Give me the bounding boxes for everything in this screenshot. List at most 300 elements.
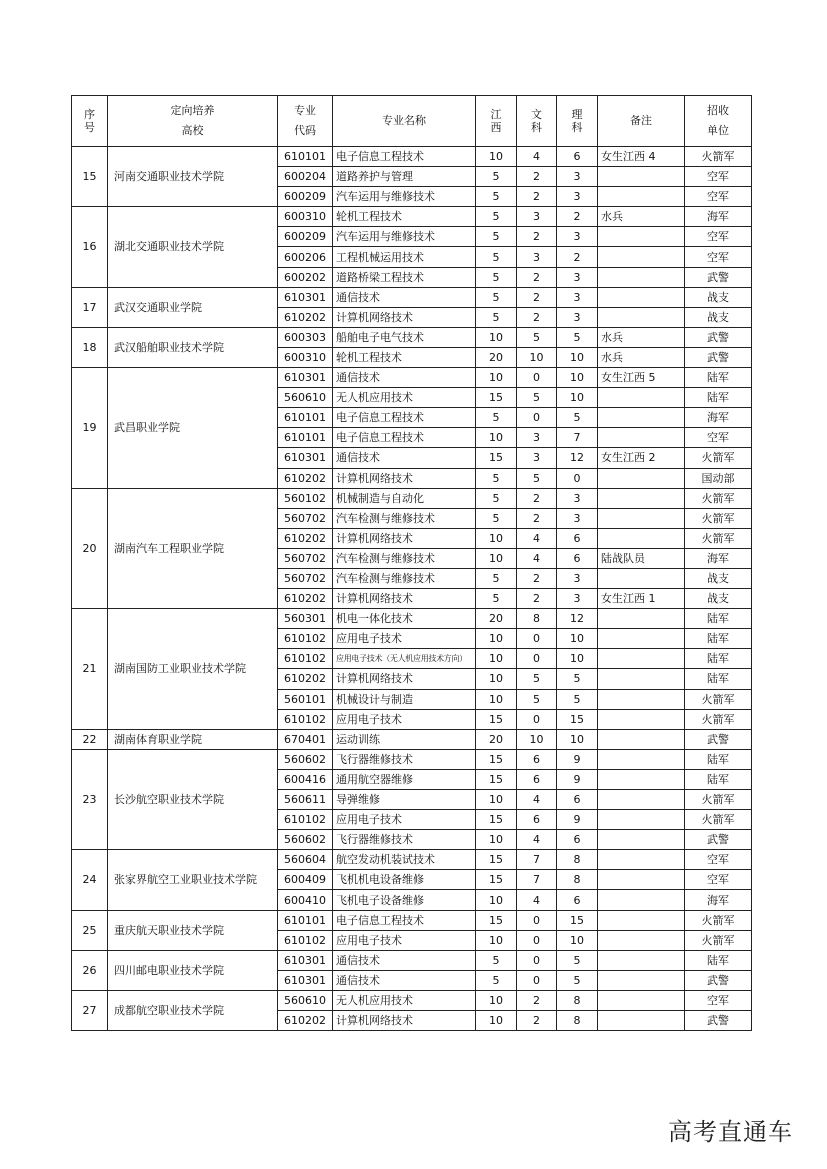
header-code: 专业 代码 <box>278 96 333 147</box>
cell-code: 600310 <box>278 207 333 227</box>
cell-code: 610102 <box>278 649 333 669</box>
cell-wenke: 3 <box>517 247 557 267</box>
cell-like: 6 <box>557 830 598 850</box>
cell-like: 3 <box>557 568 598 588</box>
cell-seq: 27 <box>72 990 108 1030</box>
cell-jiangxi: 15 <box>476 910 517 930</box>
cell-like: 5 <box>557 327 598 347</box>
cell-unit: 空军 <box>685 247 752 267</box>
cell-note <box>598 709 685 729</box>
cell-major: 汽车运用与维修技术 <box>333 187 476 207</box>
cell-note <box>598 307 685 327</box>
cell-wenke: 4 <box>517 147 557 167</box>
cell-code: 560610 <box>278 990 333 1010</box>
cell-code: 610202 <box>278 468 333 488</box>
cell-code: 610301 <box>278 287 333 307</box>
cell-wenke: 4 <box>517 790 557 810</box>
cell-code: 600209 <box>278 227 333 247</box>
cell-like: 10 <box>557 388 598 408</box>
header-wenke: 文 科 <box>517 96 557 147</box>
cell-like: 5 <box>557 689 598 709</box>
cell-code: 560611 <box>278 790 333 810</box>
cell-wenke: 0 <box>517 970 557 990</box>
cell-code: 600410 <box>278 890 333 910</box>
cell-unit: 武警 <box>685 267 752 287</box>
cell-note <box>598 388 685 408</box>
cell-major: 机械设计与制造 <box>333 689 476 709</box>
cell-note <box>598 970 685 990</box>
cell-like: 5 <box>557 669 598 689</box>
cell-wenke: 0 <box>517 709 557 729</box>
cell-code: 610101 <box>278 147 333 167</box>
cell-like: 12 <box>557 609 598 629</box>
cell-unit: 武警 <box>685 347 752 367</box>
cell-unit: 战支 <box>685 568 752 588</box>
table-row <box>72 950 752 970</box>
cell-code: 560610 <box>278 388 333 408</box>
cell-code: 560604 <box>278 850 333 870</box>
cell-unit: 陆军 <box>685 950 752 970</box>
cell-code: 560301 <box>278 609 333 629</box>
cell-jiangxi: 10 <box>476 528 517 548</box>
cell-like: 12 <box>557 448 598 468</box>
cell-unit: 空军 <box>685 227 752 247</box>
table-row <box>72 850 752 870</box>
cell-code: 600409 <box>278 870 333 890</box>
cell-note <box>598 790 685 810</box>
cell-wenke: 0 <box>517 408 557 428</box>
cell-note <box>598 187 685 207</box>
cell-jiangxi: 10 <box>476 368 517 388</box>
cell-major: 无人机应用技术 <box>333 990 476 1010</box>
cell-code: 600202 <box>278 267 333 287</box>
cell-like: 6 <box>557 790 598 810</box>
cell-note: 水兵 <box>598 207 685 227</box>
cell-jiangxi: 5 <box>476 307 517 327</box>
cell-major: 航空发动机装试技术 <box>333 850 476 870</box>
cell-jiangxi: 5 <box>476 408 517 428</box>
table-body <box>72 147 752 1031</box>
cell-major: 通信技术 <box>333 368 476 388</box>
cell-note <box>598 749 685 769</box>
cell-code: 610101 <box>278 428 333 448</box>
cell-note <box>598 870 685 890</box>
cell-note <box>598 649 685 669</box>
cell-like: 8 <box>557 870 598 890</box>
cell-like: 5 <box>557 950 598 970</box>
cell-note <box>598 609 685 629</box>
cell-unit: 火箭军 <box>685 448 752 468</box>
cell-note <box>598 830 685 850</box>
cell-like: 9 <box>557 749 598 769</box>
cell-major: 电子信息工程技术 <box>333 910 476 930</box>
cell-unit: 战支 <box>685 287 752 307</box>
cell-major: 电子信息工程技术 <box>333 147 476 167</box>
cell-major: 应用电子技术 <box>333 810 476 830</box>
cell-major: 无人机应用技术 <box>333 388 476 408</box>
cell-code: 610102 <box>278 810 333 830</box>
cell-wenke: 5 <box>517 388 557 408</box>
cell-seq: 15 <box>72 147 108 207</box>
cell-code: 610301 <box>278 950 333 970</box>
cell-jiangxi: 5 <box>476 568 517 588</box>
cell-wenke: 5 <box>517 468 557 488</box>
cell-like: 3 <box>557 167 598 187</box>
cell-note <box>598 167 685 187</box>
cell-jiangxi: 10 <box>476 428 517 448</box>
cell-note <box>598 428 685 448</box>
cell-school: 湖北交通职业技术学院 <box>108 207 278 287</box>
cell-jiangxi: 20 <box>476 347 517 367</box>
cell-jiangxi: 5 <box>476 267 517 287</box>
cell-code: 600204 <box>278 167 333 187</box>
cell-jiangxi: 10 <box>476 689 517 709</box>
cell-like: 0 <box>557 468 598 488</box>
cell-code: 560102 <box>278 488 333 508</box>
cell-like: 10 <box>557 729 598 749</box>
cell-major: 机械制造与自动化 <box>333 488 476 508</box>
header-major: 专业名称 <box>333 96 476 147</box>
table-row <box>72 488 752 508</box>
cell-code: 610101 <box>278 910 333 930</box>
cell-jiangxi: 10 <box>476 930 517 950</box>
cell-unit: 空军 <box>685 428 752 448</box>
cell-unit: 陆军 <box>685 388 752 408</box>
cell-major: 船舶电子电气技术 <box>333 327 476 347</box>
cell-major: 电子信息工程技术 <box>333 408 476 428</box>
cell-like: 10 <box>557 347 598 367</box>
header-row <box>72 96 752 147</box>
cell-wenke: 7 <box>517 870 557 890</box>
cell-unit: 武警 <box>685 970 752 990</box>
cell-code: 670401 <box>278 729 333 749</box>
cell-note <box>598 267 685 287</box>
table-row <box>72 327 752 347</box>
cell-wenke: 0 <box>517 368 557 388</box>
cell-wenke: 2 <box>517 568 557 588</box>
cell-major: 轮机工程技术 <box>333 347 476 367</box>
cell-code: 610301 <box>278 970 333 990</box>
cell-major: 计算机网络技术 <box>333 468 476 488</box>
cell-major: 汽车检测与维修技术 <box>333 548 476 568</box>
cell-like: 3 <box>557 589 598 609</box>
cell-seq: 17 <box>72 287 108 327</box>
cell-jiangxi: 10 <box>476 629 517 649</box>
table-row <box>72 287 752 307</box>
cell-note: 女生江西 2 <box>598 448 685 468</box>
cell-unit: 陆军 <box>685 649 752 669</box>
cell-school: 湖南汽车工程职业学院 <box>108 488 278 609</box>
cell-note <box>598 508 685 528</box>
cell-like: 15 <box>557 709 598 729</box>
cell-note: 女生江西 5 <box>598 368 685 388</box>
cell-wenke: 3 <box>517 428 557 448</box>
cell-wenke: 2 <box>517 227 557 247</box>
cell-code: 600209 <box>278 187 333 207</box>
cell-wenke: 0 <box>517 950 557 970</box>
cell-like: 7 <box>557 428 598 448</box>
cell-jiangxi: 5 <box>476 287 517 307</box>
cell-seq: 26 <box>72 950 108 990</box>
cell-like: 3 <box>557 508 598 528</box>
cell-school: 张家界航空工业职业技术学院 <box>108 850 278 910</box>
cell-unit: 火箭军 <box>685 508 752 528</box>
cell-unit: 海军 <box>685 207 752 227</box>
cell-code: 610202 <box>278 528 333 548</box>
cell-wenke: 2 <box>517 307 557 327</box>
table-row <box>72 609 752 629</box>
cell-major: 应用电子技术 <box>333 629 476 649</box>
cell-like: 3 <box>557 287 598 307</box>
cell-jiangxi: 5 <box>476 187 517 207</box>
cell-jiangxi: 10 <box>476 147 517 167</box>
cell-unit: 空军 <box>685 990 752 1010</box>
cell-unit: 火箭军 <box>685 689 752 709</box>
cell-code: 560602 <box>278 830 333 850</box>
cell-unit: 火箭军 <box>685 810 752 830</box>
cell-like: 6 <box>557 548 598 568</box>
cell-like: 9 <box>557 769 598 789</box>
cell-unit: 陆军 <box>685 629 752 649</box>
header-jiangxi: 江 西 <box>476 96 517 147</box>
cell-major: 飞机机电设备维修 <box>333 870 476 890</box>
cell-code: 600206 <box>278 247 333 267</box>
cell-unit: 空军 <box>685 870 752 890</box>
cell-school: 武汉船舶职业技术学院 <box>108 327 278 367</box>
cell-jiangxi: 15 <box>476 388 517 408</box>
cell-school: 成都航空职业技术学院 <box>108 990 278 1030</box>
cell-note <box>598 247 685 267</box>
cell-jiangxi: 20 <box>476 609 517 629</box>
cell-jiangxi: 15 <box>476 870 517 890</box>
cell-unit: 火箭军 <box>685 709 752 729</box>
cell-code: 560602 <box>278 749 333 769</box>
cell-code: 610202 <box>278 1011 333 1031</box>
cell-code: 610102 <box>278 930 333 950</box>
cell-major: 汽车运用与维修技术 <box>333 227 476 247</box>
table-row <box>72 147 752 167</box>
cell-unit: 海军 <box>685 548 752 568</box>
header-like: 理 科 <box>557 96 598 147</box>
cell-major: 汽车检测与维修技术 <box>333 508 476 528</box>
cell-wenke: 0 <box>517 910 557 930</box>
cell-wenke: 2 <box>517 167 557 187</box>
cell-note <box>598 729 685 749</box>
cell-unit: 战支 <box>685 589 752 609</box>
cell-unit: 火箭军 <box>685 930 752 950</box>
cell-unit: 国动部 <box>685 468 752 488</box>
cell-seq: 20 <box>72 488 108 609</box>
cell-like: 6 <box>557 890 598 910</box>
cell-note <box>598 769 685 789</box>
cell-seq: 25 <box>72 910 108 950</box>
cell-major: 导弹维修 <box>333 790 476 810</box>
cell-wenke: 2 <box>517 589 557 609</box>
cell-wenke: 5 <box>517 327 557 347</box>
cell-unit: 武警 <box>685 1011 752 1031</box>
cell-like: 5 <box>557 970 598 990</box>
cell-major: 道路桥梁工程技术 <box>333 267 476 287</box>
cell-code: 610301 <box>278 368 333 388</box>
cell-jiangxi: 5 <box>476 970 517 990</box>
cell-like: 2 <box>557 207 598 227</box>
cell-major: 飞机电子设备维修 <box>333 890 476 910</box>
table-row <box>72 207 752 227</box>
cell-note <box>598 950 685 970</box>
cell-unit: 空军 <box>685 167 752 187</box>
cell-wenke: 4 <box>517 830 557 850</box>
cell-note <box>598 1011 685 1031</box>
table-row <box>72 729 752 749</box>
cell-jiangxi: 10 <box>476 669 517 689</box>
cell-major: 计算机网络技术 <box>333 669 476 689</box>
cell-wenke: 2 <box>517 287 557 307</box>
cell-unit: 战支 <box>685 307 752 327</box>
cell-jiangxi: 10 <box>476 990 517 1010</box>
cell-major: 机电一体化技术 <box>333 609 476 629</box>
cell-unit: 武警 <box>685 327 752 347</box>
cell-jiangxi: 5 <box>476 207 517 227</box>
cell-school: 四川邮电职业技术学院 <box>108 950 278 990</box>
cell-major: 通信技术 <box>333 287 476 307</box>
cell-note: 陆战队员 <box>598 548 685 568</box>
cell-like: 3 <box>557 307 598 327</box>
cell-wenke: 0 <box>517 930 557 950</box>
cell-wenke: 0 <box>517 649 557 669</box>
cell-code: 610102 <box>278 709 333 729</box>
cell-major: 飞行器维修技术 <box>333 749 476 769</box>
cell-code: 560101 <box>278 689 333 709</box>
cell-code: 610202 <box>278 589 333 609</box>
cell-jiangxi: 20 <box>476 729 517 749</box>
cell-major: 计算机网络技术 <box>333 528 476 548</box>
cell-seq: 18 <box>72 327 108 367</box>
cell-jiangxi: 15 <box>476 850 517 870</box>
cell-note: 女生江西 4 <box>598 147 685 167</box>
cell-wenke: 5 <box>517 689 557 709</box>
cell-wenke: 2 <box>517 267 557 287</box>
cell-like: 10 <box>557 629 598 649</box>
cell-major: 计算机网络技术 <box>333 307 476 327</box>
cell-code: 610101 <box>278 408 333 428</box>
cell-code: 610202 <box>278 669 333 689</box>
cell-like: 15 <box>557 910 598 930</box>
cell-note: 水兵 <box>598 347 685 367</box>
cell-jiangxi: 15 <box>476 749 517 769</box>
cell-note <box>598 468 685 488</box>
cell-like: 3 <box>557 227 598 247</box>
cell-major: 通信技术 <box>333 970 476 990</box>
cell-wenke: 2 <box>517 990 557 1010</box>
cell-major: 飞行器维修技术 <box>333 830 476 850</box>
cell-like: 10 <box>557 649 598 669</box>
cell-note <box>598 669 685 689</box>
cell-unit: 陆军 <box>685 769 752 789</box>
cell-note <box>598 890 685 910</box>
cell-wenke: 7 <box>517 850 557 870</box>
cell-note <box>598 990 685 1010</box>
cell-like: 3 <box>557 187 598 207</box>
cell-major: 道路养护与管理 <box>333 167 476 187</box>
cell-code: 560702 <box>278 508 333 528</box>
cell-wenke: 3 <box>517 448 557 468</box>
cell-unit: 陆军 <box>685 609 752 629</box>
cell-wenke: 2 <box>517 488 557 508</box>
cell-unit: 火箭军 <box>685 488 752 508</box>
cell-jiangxi: 5 <box>476 508 517 528</box>
cell-note <box>598 689 685 709</box>
cell-unit: 武警 <box>685 729 752 749</box>
header-note: 备注 <box>598 96 685 147</box>
cell-seq: 16 <box>72 207 108 287</box>
cell-note <box>598 810 685 830</box>
cell-like: 5 <box>557 408 598 428</box>
cell-major: 轮机工程技术 <box>333 207 476 227</box>
cell-major: 应用电子技术 <box>333 709 476 729</box>
cell-note: 女生江西 1 <box>598 589 685 609</box>
cell-major: 通信技术 <box>333 448 476 468</box>
cell-jiangxi: 10 <box>476 327 517 347</box>
cell-wenke: 6 <box>517 810 557 830</box>
cell-seq: 23 <box>72 749 108 849</box>
cell-school: 湖南体育职业学院 <box>108 729 278 749</box>
cell-wenke: 8 <box>517 609 557 629</box>
cell-jiangxi: 10 <box>476 830 517 850</box>
cell-code: 610202 <box>278 307 333 327</box>
cell-major: 应用电子技术 <box>333 930 476 950</box>
cell-unit: 陆军 <box>685 368 752 388</box>
cell-code: 560702 <box>278 548 333 568</box>
cell-note <box>598 528 685 548</box>
cell-like: 8 <box>557 850 598 870</box>
cell-like: 8 <box>557 990 598 1010</box>
cell-school: 湖南国防工业职业技术学院 <box>108 609 278 730</box>
cell-like: 2 <box>557 247 598 267</box>
header-unit: 招收 单位 <box>685 96 752 147</box>
cell-jiangxi: 5 <box>476 468 517 488</box>
cell-jiangxi: 10 <box>476 1011 517 1031</box>
cell-note <box>598 227 685 247</box>
cell-note: 水兵 <box>598 327 685 347</box>
cell-note <box>598 568 685 588</box>
cell-note <box>598 287 685 307</box>
cell-seq: 22 <box>72 729 108 749</box>
cell-school: 长沙航空职业技术学院 <box>108 749 278 849</box>
cell-wenke: 6 <box>517 749 557 769</box>
cell-code: 600303 <box>278 327 333 347</box>
cell-jiangxi: 10 <box>476 649 517 669</box>
cell-code: 600416 <box>278 769 333 789</box>
cell-unit: 海军 <box>685 890 752 910</box>
cell-wenke: 0 <box>517 629 557 649</box>
recruitment-table <box>71 95 752 1031</box>
cell-wenke: 4 <box>517 890 557 910</box>
cell-jiangxi: 5 <box>476 950 517 970</box>
table-row <box>72 990 752 1010</box>
cell-school: 武昌职业学院 <box>108 368 278 489</box>
cell-unit: 陆军 <box>685 669 752 689</box>
cell-wenke: 10 <box>517 729 557 749</box>
cell-unit: 空军 <box>685 187 752 207</box>
cell-wenke: 3 <box>517 207 557 227</box>
watermark: 高考直通车 <box>668 1118 793 1146</box>
cell-wenke: 4 <box>517 548 557 568</box>
cell-wenke: 2 <box>517 187 557 207</box>
cell-seq: 19 <box>72 368 108 489</box>
cell-jiangxi: 10 <box>476 548 517 568</box>
table-row <box>72 749 752 769</box>
cell-wenke: 10 <box>517 347 557 367</box>
